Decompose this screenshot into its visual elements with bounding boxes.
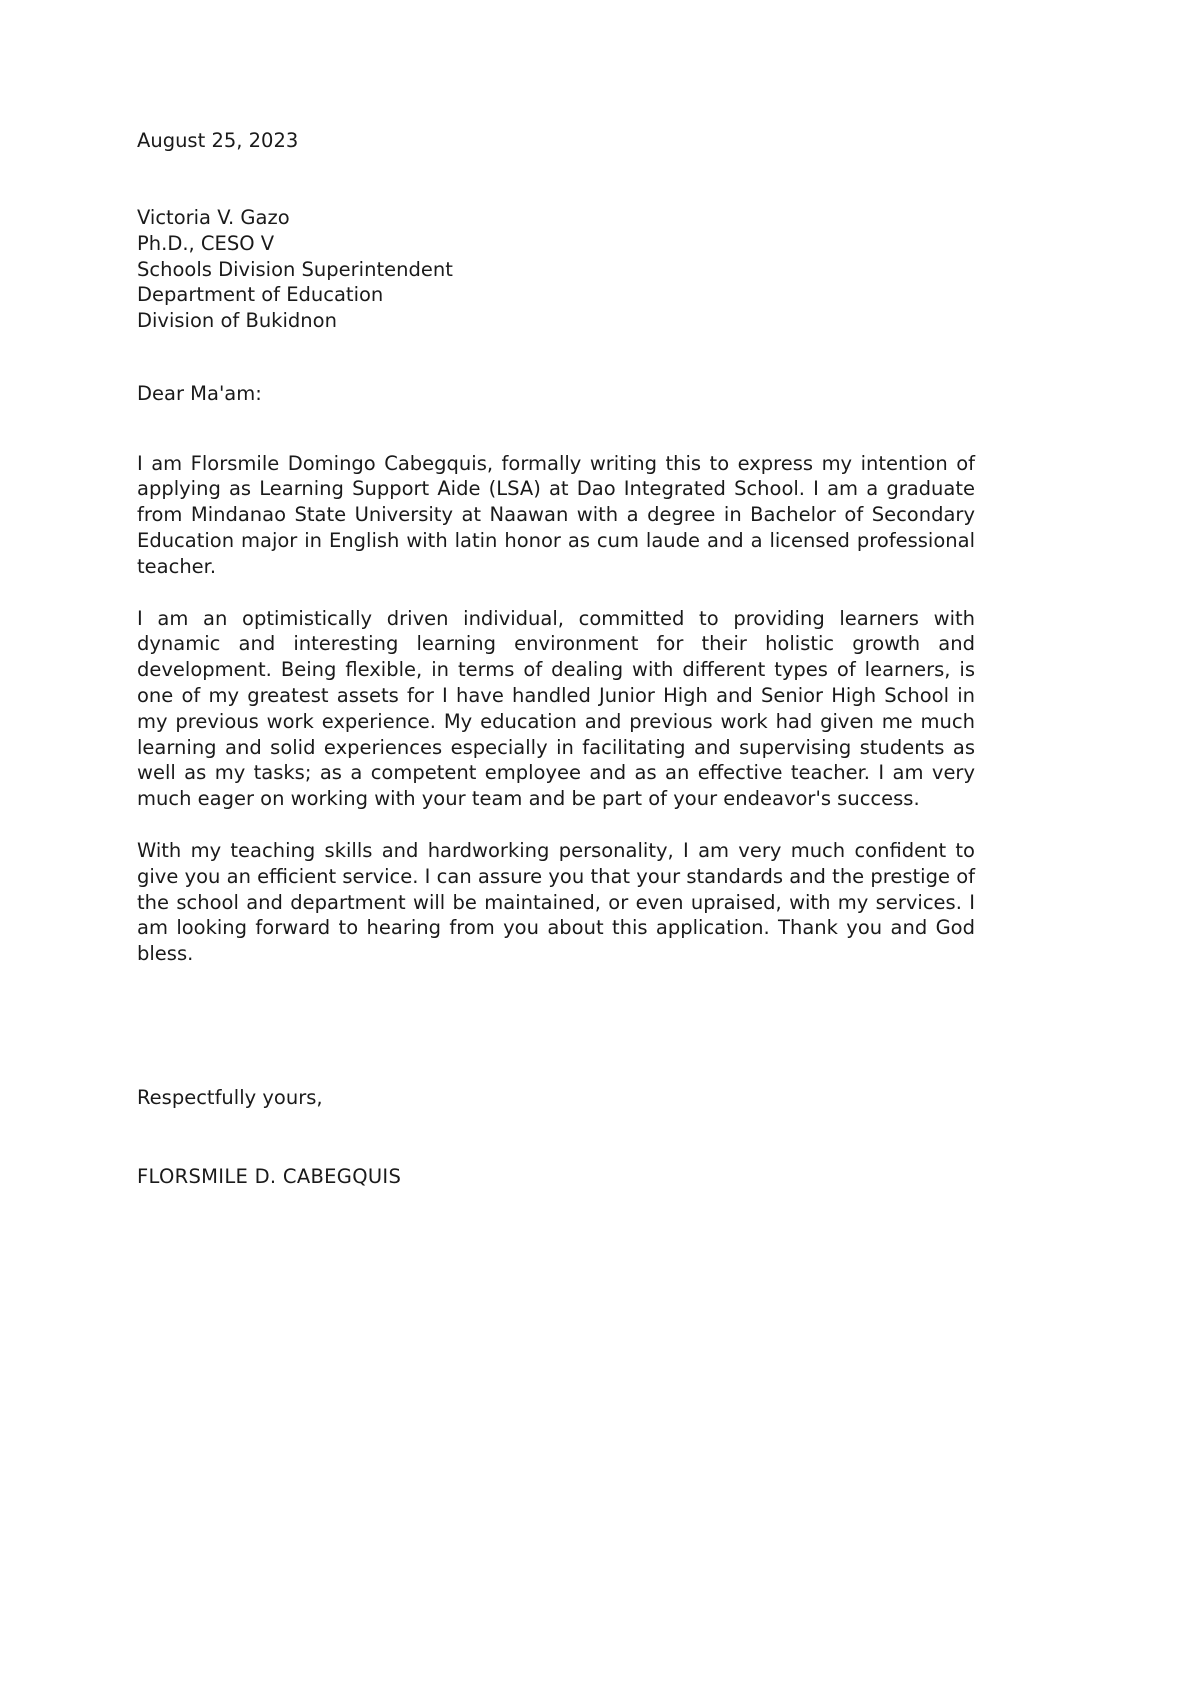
addressee-line-department: Department of Education — [137, 283, 384, 307]
letter-body — [137, 128, 975, 1190]
body-paragraph-2: I am an optimistically driven individual, committed to providing learners with dynamic and interesting learning environment for their holistic growth and development. Being flexible, in terms of dealing with different types of learners, is one of my greatest assets for I have handled Junior High and Senior High School in my previous work experience. My education and previous work had given me much learning and solid experiences especially in facilitating and supervising students as well as my tasks; as a competent employee and as an effective teacher. I am very much eager on working with your team and be part of your endeavor's success. — [137, 606, 975, 811]
addressee-line-division: Division of Bukidnon — [137, 308, 337, 332]
letter-date: August 25, 2023 — [137, 129, 299, 152]
addressee-line-name: Victoria V. Gazo — [137, 206, 290, 230]
closing-line: Respectfully yours, — [137, 1086, 323, 1109]
addressee-block — [137, 205, 975, 333]
signature-name: FLORSMILE D. CABEGQUIS — [137, 1165, 402, 1189]
addressee-line-credentials: Ph.D., CESO V — [137, 231, 275, 255]
body-paragraph-1: I am Florsmile Domingo Cabegquis, formally writing this to express my intention of applying as Learning Support Aide (LSA) at Dao Integrated School. I am a graduate from Mindanao State University at Naawan with a degree in Bachelor of Secondary Education major in English with latin honor as cum laude and a licensed professional teacher. — [137, 451, 975, 578]
addressee-line-title: Schools Division Superintendent — [137, 257, 453, 281]
salutation: Dear Ma'am: — [137, 382, 262, 406]
body-paragraph-3: With my teaching skills and hardworking personality, I am very much confident to give you an efficient service. I can assure you that your standards and the prestige of the school and department will be maintained, or even upraised, with my services. I am looking forward to hearing from you about this application. Thank you and God bless. — [137, 839, 975, 966]
